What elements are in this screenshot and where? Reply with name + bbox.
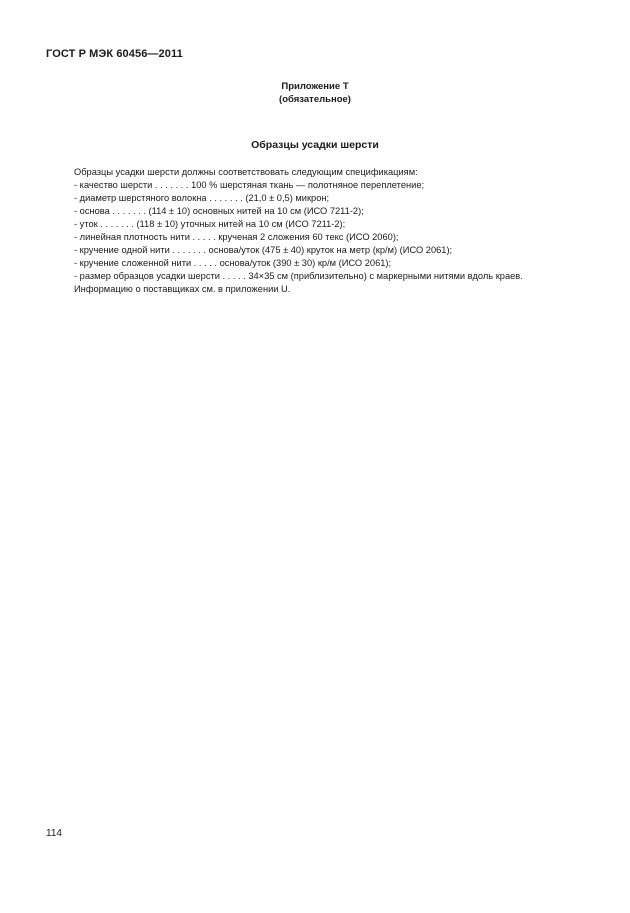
intro-paragraph: Образцы усадки шерсти должны соответствовать следующим спецификациям: [74,167,418,177]
spec-item-folded-twist: - кручение сложенной нити . . . . . основа/уток (390 ± 30) кр/м (ИСО 2061); [74,258,392,268]
spec-item-sample-size: - размер образцов усадки шерсти . . . . . 34×35 см (приблизительно) с маркерными нитями вдоль краев. [74,271,523,281]
appendix-status: (обязательное) [279,94,351,105]
spec-item-quality: - качество шерсти . . . . . . . 100 % шерстяная ткань — полотняное переплетение; [74,180,425,190]
appendix-heading [0,80,630,106]
specification-text [74,166,614,296]
appendix-title: Приложение Т [281,81,349,92]
outro-paragraph: Информацию о поставщиках см. в приложении U. [74,284,291,294]
spec-item-linear-density: - линейная плотность нити . . . . . крученая 2 сложения 60 текс (ИСО 2060); [74,232,399,242]
spec-item-single-twist: - кручение одной нити . . . . . . . основа/уток (475 ± 40) круток на метр (кр/м) (ИСО 2061); [74,245,453,255]
spec-item-warp: - основа . . . . . . . (114 ± 10) основных нитей на 10 см (ИСО 7211-2); [74,206,364,216]
section-title: Образцы усадки шерсти [251,139,379,151]
spec-item-fiber-diameter: - диаметр шерстяного волокна . . . . . . . (21,0 ± 0,5) микрон; [74,193,330,203]
spec-item-weft: - уток . . . . . . . (118 ± 10) уточных нитей на 10 см (ИСО 7211-2); [74,219,346,229]
document-code: ГОСТ Р МЭК 60456—2011 [46,48,183,60]
page-number: 114 [46,828,62,839]
